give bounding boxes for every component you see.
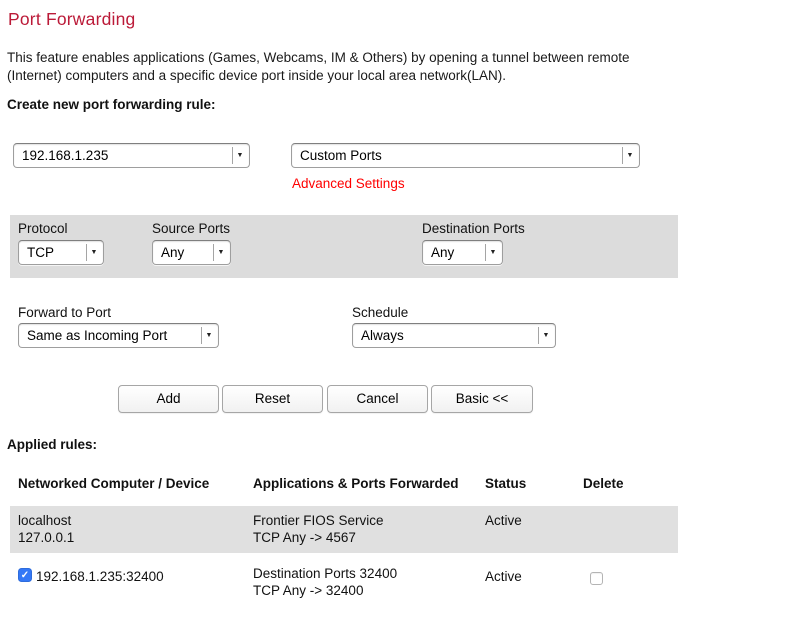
column-header-status: Status: [485, 476, 527, 491]
intro-text-line1: This feature enables applications (Games, Webcams, IM & Others) by opening a tunnel between remote: [7, 50, 630, 65]
column-header-delete: Delete: [583, 476, 624, 491]
chevron-down-icon: ▼: [201, 327, 216, 344]
rule-application-name: Frontier FIOS Service: [253, 513, 384, 528]
table-row: [10, 506, 678, 553]
chevron-down-icon: ▼: [213, 244, 228, 261]
application-select[interactable]: [291, 143, 640, 168]
rule-application-name: Destination Ports 32400: [253, 566, 398, 581]
protocol-select[interactable]: [18, 240, 104, 265]
applied-rules-heading: Applied rules:: [7, 437, 98, 452]
device-select-value: 192.168.1.235: [22, 148, 109, 163]
destination-ports-label: Destination Ports: [422, 221, 525, 236]
rule-device-name: localhost: [18, 513, 72, 528]
rule-status: Active: [485, 513, 522, 528]
intro-text-line2: (Internet) computers and a specific device port inside your local area network(LAN).: [7, 68, 506, 83]
rule-ports: TCP Any -> 4567: [253, 530, 356, 545]
chevron-down-icon: ▼: [232, 147, 247, 164]
schedule-label: Schedule: [352, 305, 409, 320]
forward-to-port-select-value: Same as Incoming Port: [27, 328, 168, 343]
column-header-applications: Applications & Ports Forwarded: [253, 476, 459, 491]
advanced-settings-link[interactable]: Advanced Settings: [292, 176, 405, 191]
rule-ports: TCP Any -> 32400: [253, 583, 364, 598]
rule-device-ip: 127.0.0.1: [18, 530, 75, 545]
chevron-down-icon: ▼: [485, 244, 500, 261]
rule-device-cell: [36, 568, 164, 585]
protocol-label: Protocol: [18, 221, 68, 236]
application-select-value: Custom Ports: [300, 148, 382, 163]
table-row: [10, 560, 678, 610]
reset-button[interactable]: Reset: [222, 385, 323, 413]
basic-toggle-button[interactable]: Basic <<: [431, 385, 533, 413]
chevron-down-icon: ▼: [622, 147, 637, 164]
rule-application-cell: [253, 565, 397, 599]
source-ports-select-value: Any: [161, 245, 185, 260]
source-ports-label: Source Ports: [152, 221, 231, 236]
rule-device-name: 192.168.1.235:32400: [36, 569, 164, 584]
checkmark-icon: ✓: [20, 570, 30, 581]
destination-ports-select[interactable]: [422, 240, 503, 265]
rule-status: Active: [485, 569, 522, 584]
protocol-select-value: TCP: [27, 245, 54, 260]
forward-to-port-select[interactable]: [18, 323, 219, 348]
column-header-device: Networked Computer / Device: [18, 476, 210, 491]
source-ports-select[interactable]: [152, 240, 231, 265]
rule-selected-checkbox[interactable]: [18, 568, 32, 582]
rule-application-cell: [253, 512, 384, 546]
cancel-button[interactable]: Cancel: [327, 385, 428, 413]
add-button[interactable]: Add: [118, 385, 219, 413]
chevron-down-icon: ▼: [86, 244, 101, 261]
ports-panel: [10, 215, 678, 278]
forward-to-port-label: Forward to Port: [18, 305, 112, 320]
schedule-select[interactable]: [352, 323, 556, 348]
rule-device-cell: [18, 512, 74, 546]
destination-ports-select-value: Any: [431, 245, 455, 260]
create-rule-heading: Create new port forwarding rule:: [7, 97, 216, 112]
delete-checkbox[interactable]: [590, 572, 603, 585]
schedule-select-value: Always: [361, 328, 404, 343]
chevron-down-icon: ▼: [538, 327, 553, 344]
page-title: Port Forwarding: [8, 9, 136, 29]
device-select[interactable]: [13, 143, 250, 168]
